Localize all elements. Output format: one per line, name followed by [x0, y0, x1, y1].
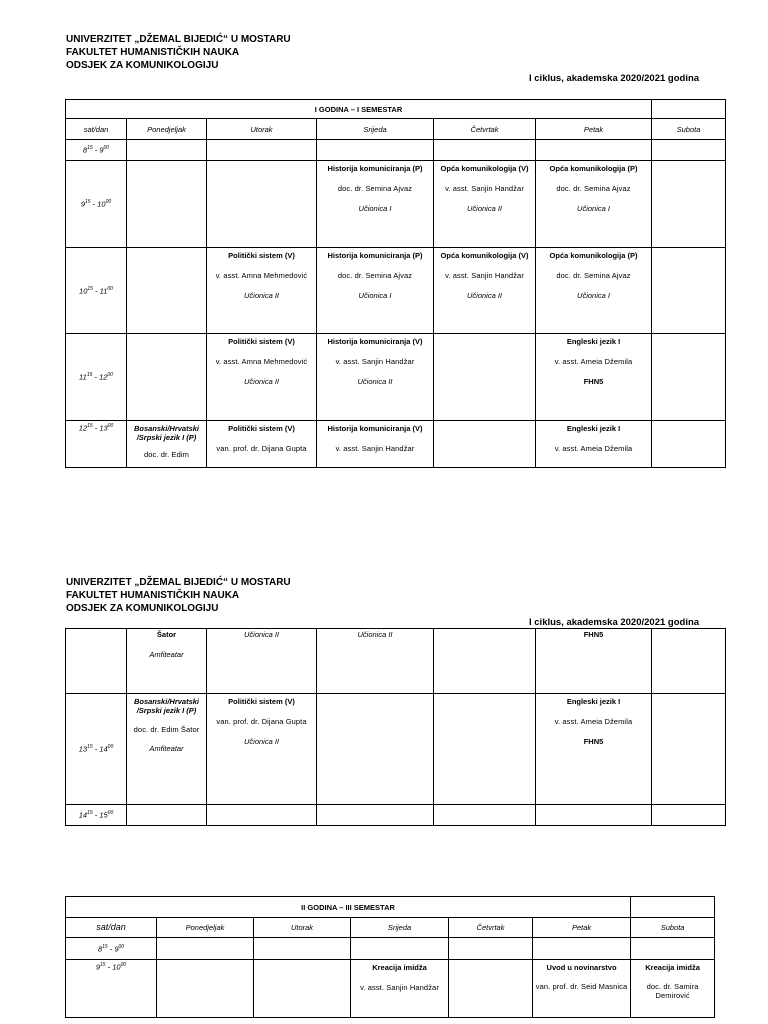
table-title: II GODINA – III SEMESTAR: [66, 897, 631, 918]
university-name: UNIVERZITET „DŽEMAL BIJEDIĆ“ U MOSTARU: [66, 577, 291, 588]
time-slot: $10^{15} - 11^{00}$: [66, 248, 127, 334]
time-slot: $9^{15} - 10^{00}$: [66, 960, 157, 1018]
time-slot: $8^{15} - 9^{00}$: [66, 140, 127, 161]
time-slot: $13^{15} - 14^{00}$: [66, 694, 127, 805]
class-cell: Historija komuniciranja (V) v. asst. Sanjin Handžar: [317, 421, 434, 468]
header-wednesday: Srijeda: [351, 918, 449, 938]
header-monday: Ponedjeljak: [157, 918, 254, 938]
class-cell: Historija komuniciranja (V) v. asst. Sanjin Handžar Učionica II: [317, 334, 434, 421]
time-slot: $12^{15} - 13^{00}$: [66, 421, 127, 468]
table-title: I GODINA – I SEMESTAR: [66, 100, 652, 119]
faculty-name: FAKULTET HUMANISTIČKIH NAUKA: [66, 47, 240, 58]
class-cell: Politički sistem (V) v. asst. Amna Mehmedović Učionica II: [207, 334, 317, 421]
time-slot: $14^{15} - 15^{00}$: [66, 805, 127, 826]
academic-year: I ciklus, akademska 2020/2021 godina: [529, 73, 700, 84]
time-slot: $11^{15} - 12^{00}$: [66, 334, 127, 421]
class-cell: Šator Amfiteatar: [127, 629, 207, 694]
class-cell: Historija komuniciranja (P) doc. dr. Semina Ajvaz Učionica I: [317, 161, 434, 248]
schedule-table-year2: [65, 896, 715, 1018]
class-cell: Učionica II: [317, 629, 434, 694]
class-cell: Opća komunikologija (P) doc. dr. Semina Ajvaz Učionica I: [536, 248, 652, 334]
empty-cell: [652, 100, 726, 119]
class-cell: Kreacija imidža v. asst. Sanjin Handžar: [351, 960, 449, 1018]
schedule-table-year1: [65, 99, 726, 468]
document-header-page2: [66, 576, 291, 615]
class-cell: Politički sistem (V) van. prof. dr. Dijana Gupta: [207, 421, 317, 468]
class-cell: Politički sistem (V) van. prof. dr. Dijana Gupta Učionica II: [207, 694, 317, 805]
header-friday: Petak: [533, 918, 631, 938]
header-tuesday: Utorak: [207, 119, 317, 140]
header-thursday: Četvrtak: [434, 119, 536, 140]
class-cell: Bosanski/Hrvatski /Srpski jezik I (P) doc. dr. Edim Šator Amfiteatar: [127, 694, 207, 805]
class-cell: Bosanski/Hrvatski /Srpski jezik I (P) doc. dr. Edim: [127, 421, 207, 468]
class-cell: Opća komunikologija (V) v. asst. Sanjin Handžar Učionica II: [434, 248, 536, 334]
schedule-table-year1-cont: [65, 628, 726, 826]
time-slot: $8^{15} - 9^{00}$: [66, 938, 157, 960]
class-cell: Engleski jezik I v. asst. Ameia Džemila: [536, 421, 652, 468]
class-cell: FHN5: [536, 629, 652, 694]
header-friday: Petak: [536, 119, 652, 140]
document-header: [66, 33, 291, 72]
class-cell: Učionica II: [207, 629, 317, 694]
class-cell: Kreacija imidža doc. dr. Samira Demirović: [631, 960, 715, 1018]
class-cell: Uvod u novinarstvo van. prof. dr. Seid Masnica: [533, 960, 631, 1018]
class-cell: Engleski jezik I v. asst. Ameia Džemila FHN5: [536, 694, 652, 805]
class-cell: Engleski jezik I v. asst. Ameia Džemila FHN5: [536, 334, 652, 421]
faculty-name: FAKULTET HUMANISTIČKIH NAUKA: [66, 590, 240, 601]
header-thursday: Četvrtak: [449, 918, 533, 938]
department-name: ODSJEK ZA KOMUNIKOLOGIJU: [66, 603, 219, 614]
header-time: sat/dan: [66, 918, 157, 938]
class-cell: Politički sistem (V) v. asst. Amna Mehmedović Učionica II: [207, 248, 317, 334]
header-time: sat/dan: [66, 119, 127, 140]
empty-cell: [631, 897, 715, 918]
department-name: ODSJEK ZA KOMUNIKOLOGIJU: [66, 60, 219, 71]
class-cell: Historija komuniciranja (P) doc. dr. Semina Ajvaz Učionica I: [317, 248, 434, 334]
class-cell: Opća komunikologija (V) v. asst. Sanjin Handžar Učionica II: [434, 161, 536, 248]
university-name: UNIVERZITET „DŽEMAL BIJEDIĆ“ U MOSTARU: [66, 34, 291, 45]
header-saturday: Subota: [652, 119, 726, 140]
class-cell: Opća komunikologija (P) doc. dr. Semina Ajvaz Učionica I: [536, 161, 652, 248]
header-saturday: Subota: [631, 918, 715, 938]
header-monday: Ponedjeljak: [127, 119, 207, 140]
time-slot: $9^{15} - 10^{00}$: [66, 161, 127, 248]
header-tuesday: Utorak: [254, 918, 351, 938]
header-wednesday: Srijeda: [317, 119, 434, 140]
academic-year: I ciklus, akademska 2020/2021 godina: [529, 617, 700, 628]
